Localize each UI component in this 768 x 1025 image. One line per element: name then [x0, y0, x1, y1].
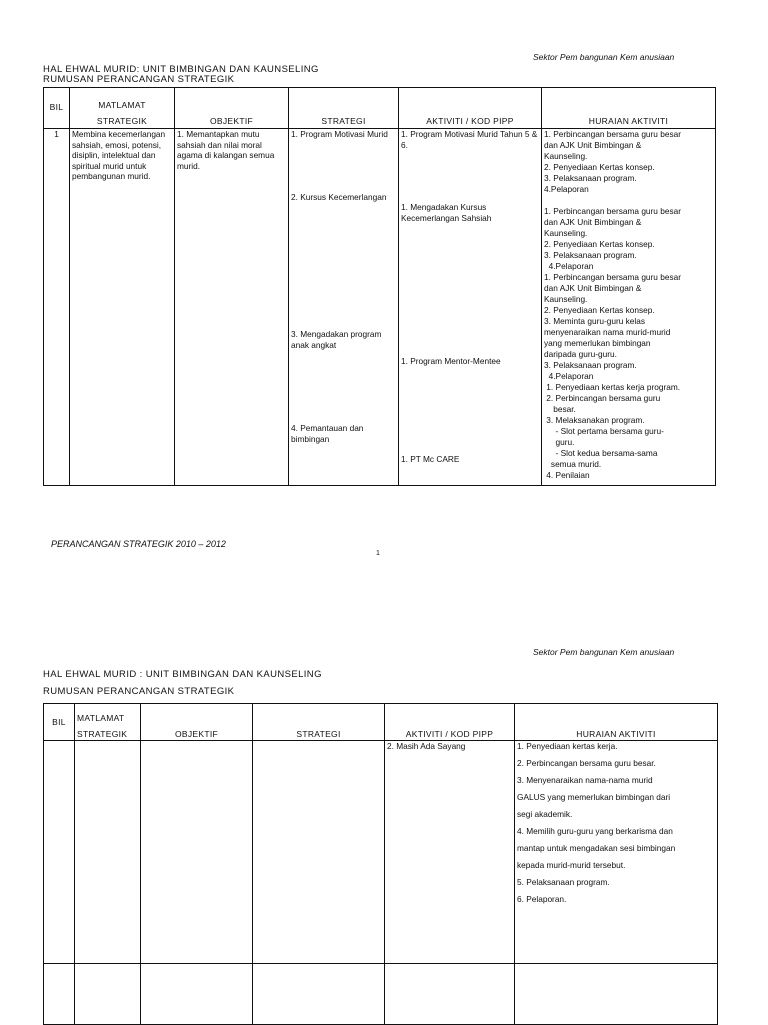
header-matlamat: MATLAMAT STRATEGIK — [75, 704, 141, 741]
header-objektif: OBJEKTIF — [175, 88, 289, 129]
table-row — [44, 741, 718, 964]
header-strategi: STRATEGI — [253, 704, 385, 741]
header-bil: BIL — [44, 704, 75, 741]
page-footer: PERANCANGAN STRATEGIK 2010 – 2012 — [51, 539, 226, 549]
cell-aktiviti — [399, 129, 542, 486]
cell-strategi — [253, 741, 385, 964]
header-aktiviti: AKTIVITI / KOD PIPP — [399, 88, 542, 129]
table-header-row — [44, 88, 716, 129]
cell-bil — [44, 741, 75, 964]
document-subtitle: RUMUSAN PERANCANGAN STRATEGIK — [43, 686, 235, 697]
cell-strategi — [289, 129, 399, 486]
cell-bil — [44, 964, 75, 1025]
header-matlamat: MATLAMAT STRATEGIK — [70, 88, 175, 129]
aktiviti-item: 1. Program Motivasi Murid Tahun 5 & 6. — [401, 129, 538, 150]
header-objektif: OBJEKTIF — [141, 704, 253, 741]
header-aktiviti: AKTIVITI / KOD PIPP — [385, 704, 515, 741]
strategi-item: 3. Mengadakan program anak angkat — [291, 329, 382, 350]
strategi-item: 2. Kursus Kecemerlangan — [291, 191, 387, 202]
cell-objektif — [141, 741, 253, 964]
cell-strategi — [253, 964, 385, 1025]
table-row — [44, 964, 718, 1025]
page-number: 1 — [376, 550, 380, 557]
sector-label: Sektor Pem bangunan Kem anusiaan — [533, 52, 675, 62]
header-bil: BIL — [44, 88, 70, 129]
strategi-item: 1. Program Motivasi Murid — [291, 129, 388, 139]
cell-matlamat — [75, 964, 141, 1025]
aktiviti-item: 1. PT Mc CARE — [401, 453, 460, 464]
header-huraian: HURAIAN AKTIVITI — [515, 704, 718, 741]
cell-huraian — [515, 964, 718, 1025]
cell-matlamat — [75, 741, 141, 964]
header-strategi: STRATEGI — [289, 88, 399, 129]
aktiviti-item: 1. Program Mentor-Mentee — [401, 356, 501, 366]
cell-objektif — [141, 964, 253, 1025]
strategy-table — [43, 703, 718, 1025]
cell-matlamat: Membina kecemerlangan sahsiah, emosi, potensi, disiplin, intelektual dan spiritual murid untuk pembangunan murid. — [70, 129, 175, 486]
cell-huraian: 1. Penyediaan kertas kerja. 2. Perbincangan bersama guru besar. 3. Menyenaraikan nama-nama murid GALUS yang memerlukan bimbingan dari segi akademik. 4. Memilih guru-guru yang berkarisma dan mantap untuk mengadakan sesi bimbingan kepada murid-murid tersebut. 5. Pelaksanaan program. 6. Pelaporan. — [515, 741, 718, 964]
document-title: HAL EHWAL MURID: UNIT BIMBINGAN DAN KAUNSELING — [43, 64, 319, 75]
cell-bil: 1 — [44, 129, 70, 486]
cell-aktiviti — [385, 964, 515, 1025]
document-subtitle: RUMUSAN PERANCANGAN STRATEGIK — [43, 74, 235, 85]
table-header-row — [44, 704, 718, 741]
strategy-table — [43, 87, 716, 486]
document-title: HAL EHWAL MURID : UNIT BIMBINGAN DAN KAUNSELING — [43, 669, 322, 680]
aktiviti-item: 1. Mengadakan Kursus Kecemerlangan Sahsiah — [401, 202, 492, 223]
cell-huraian: 1. Perbincangan bersama guru besar dan AJK Unit Bimbingan & Kaunseling. 2. Penyediaan Kertas konsep. 3. Pelaksanaan program. 4.Pelaporan 1. Perbincangan bersama guru besar dan AJK Unit Bimbingan & Kaunseling. 2. Penyediaan Kertas konsep. 3. Pelaksanaan program. 4.Pelaporan 1. Perbincangan bersama guru besar dan AJK Unit Bimbingan & Kaunseling. 2. Penyediaan Kertas konsep. 3. Meminta guru-guru kelas menyenaraikan nama murid-murid yang memerlukan bimbingan daripada guru-guru. 3. Pelaksanaan program. 4.Pelaporan 1. Penyediaan kertas kerja program. 2. Perbincangan bersama guru besar. 3. Melaksanakan program. - Slot pertama bersama guru- guru. - Slot kedua bersama-sama semua murid. 4. Penilaian — [542, 129, 716, 486]
cell-objektif: 1. Memantapkan mutu sahsiah dan nilai moral agama di kalangan semua murid. — [175, 129, 289, 486]
cell-aktiviti: 2. Masih Ada Sayang — [385, 741, 515, 964]
sector-label: Sektor Pem bangunan Kem anusiaan — [533, 647, 675, 657]
table-row — [44, 129, 716, 486]
strategi-item: 4. Pemantauan dan bimbingan — [291, 423, 364, 444]
header-huraian: HURAIAN AKTIVITI — [542, 88, 716, 129]
